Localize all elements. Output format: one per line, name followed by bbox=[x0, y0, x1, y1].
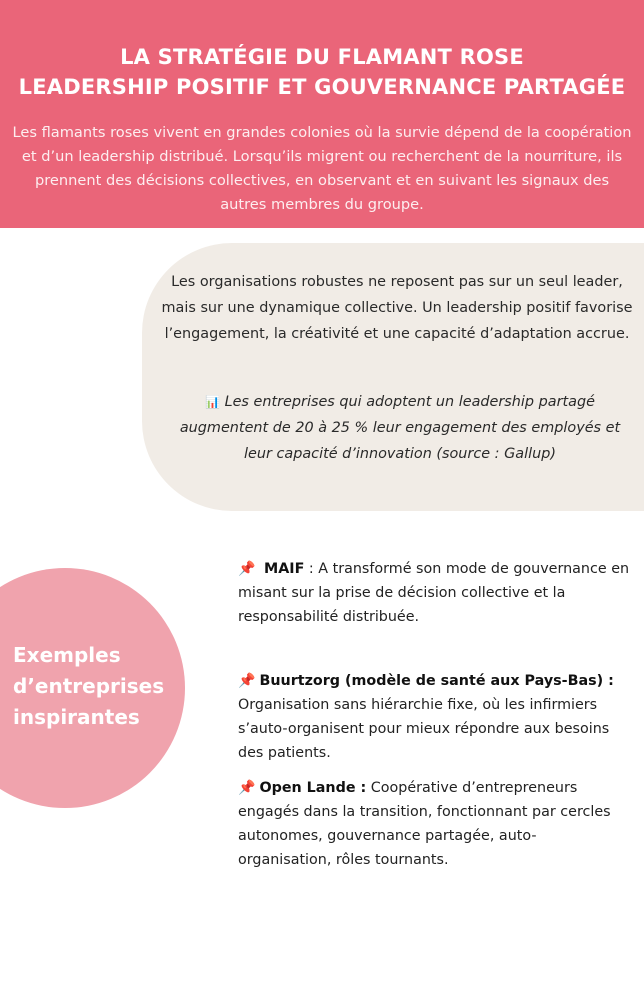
page-title bbox=[0, 42, 644, 102]
example-item-maif bbox=[238, 557, 630, 629]
examples-label-line-3: inspirantes bbox=[13, 705, 140, 729]
header-banner bbox=[0, 0, 644, 228]
title-line-1: LA STRATÉGIE DU FLAMANT ROSE bbox=[120, 45, 524, 69]
example-item-buurtzorg bbox=[238, 669, 630, 765]
examples-label-line-1: Exemples bbox=[13, 643, 121, 667]
example-name: MAIF bbox=[263, 561, 305, 577]
pushpin-icon: 📌 bbox=[238, 561, 256, 577]
pushpin-icon: 📌 bbox=[238, 780, 256, 796]
quote-box bbox=[142, 243, 644, 511]
example-name: Open Lande : bbox=[259, 780, 367, 796]
example-item-open-lande bbox=[238, 776, 630, 872]
example-text: Organisation sans hiérarchie fixe, où les infirmiers s’auto-organisent pour mieux répondre aux besoins des patients. bbox=[238, 697, 610, 761]
quote-paragraph: Les organisations robustes ne reposent pas sur un seul leader, mais sur une dynamique collective. Un leadership positif favorise l’engagement, la créativité et une capacité d’adaptation accrue. bbox=[161, 274, 633, 342]
bar-chart-icon: 📊 bbox=[205, 395, 220, 409]
example-text: : A transformé son mode de gouvernance en misant sur la prise de décision collective et la responsabilité distribuée. bbox=[238, 561, 630, 625]
examples-label bbox=[13, 640, 183, 733]
title-line-2: LEADERSHIP POSITIF ET GOUVERNANCE PARTAGÉE bbox=[18, 75, 626, 99]
pushpin-icon: 📌 bbox=[238, 673, 256, 689]
example-text: Coopérative d’entrepreneurs engagés dans la transition, fonctionnant par cercles autonomes, gouvernance partagée, auto-organisation, rôles tournants. bbox=[238, 780, 611, 868]
stat-text: Les entreprises qui adoptent un leadership partagé augmentent de 20 à 25 % leur engagement des employés et leur capacité d’innovation (source : Gallup) bbox=[179, 394, 621, 462]
example-name: Buurtzorg (modèle de santé aux Pays-Bas) : bbox=[259, 673, 614, 689]
examples-label-line-2: d’entreprises bbox=[13, 674, 165, 698]
stat-paragraph bbox=[170, 389, 630, 467]
intro-paragraph: Les flamants roses vivent en grandes colonies où la survie dépend de la coopération et d’un leadership distribué. Lorsqu’ils migrent ou recherchent de la nourriture, ils prennent des décisions collectives, en observant et en suivant les signaux des autres membres du groupe. bbox=[12, 124, 632, 213]
